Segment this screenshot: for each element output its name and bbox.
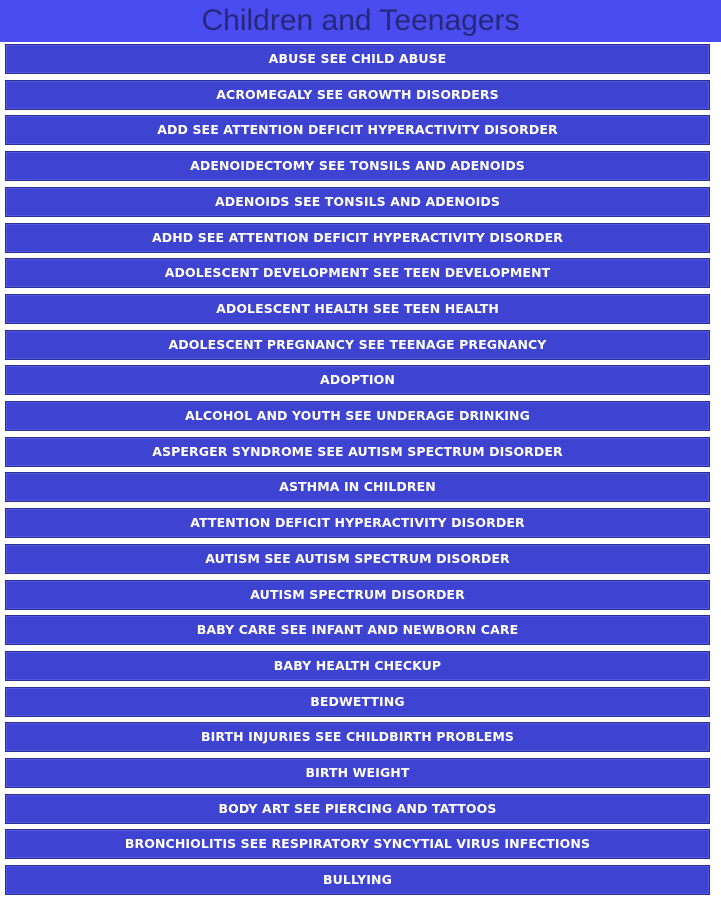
topic-button[interactable]: BIRTH INJURIES SEE CHILDBIRTH PROBLEMS [5, 722, 710, 752]
topic-button[interactable]: ADHD SEE ATTENTION DEFICIT HYPERACTIVITY DISORDER [5, 223, 710, 253]
topic-button[interactable]: ADOLESCENT PREGNANCY SEE TEENAGE PREGNANCY [5, 330, 710, 360]
topic-button[interactable]: AUTISM SEE AUTISM SPECTRUM DISORDER [5, 544, 710, 574]
topic-button[interactable]: ASPERGER SYNDROME SEE AUTISM SPECTRUM DISORDER [5, 437, 710, 467]
topic-button[interactable]: ADOPTION [5, 365, 710, 395]
page-title: Children and Teenagers [0, 0, 721, 42]
topic-button[interactable]: BABY HEALTH CHECKUP [5, 651, 710, 681]
topic-button[interactable]: BRONCHIOLITIS SEE RESPIRATORY SYNCYTIAL VIRUS INFECTIONS [5, 829, 710, 859]
topic-button[interactable]: ADENOIDECTOMY SEE TONSILS AND ADENOIDS [5, 151, 710, 181]
topic-button[interactable]: BEDWETTING [5, 687, 710, 717]
topic-button[interactable]: ALCOHOL AND YOUTH SEE UNDERAGE DRINKING [5, 401, 710, 431]
topic-button[interactable]: AUTISM SPECTRUM DISORDER [5, 580, 710, 610]
topic-button[interactable]: BULLYING [5, 865, 710, 895]
topic-button[interactable]: ADD SEE ATTENTION DEFICIT HYPERACTIVITY DISORDER [5, 115, 710, 145]
topic-button[interactable]: BABY CARE SEE INFANT AND NEWBORN CARE [5, 615, 710, 645]
topic-button[interactable]: ADOLESCENT DEVELOPMENT SEE TEEN DEVELOPMENT [5, 258, 710, 288]
topic-button[interactable]: ACROMEGALY SEE GROWTH DISORDERS [5, 80, 710, 110]
topic-button[interactable]: ABUSE SEE CHILD ABUSE [5, 44, 710, 74]
topic-button[interactable]: ADOLESCENT HEALTH SEE TEEN HEALTH [5, 294, 710, 324]
topic-button[interactable]: ASTHMA IN CHILDREN [5, 472, 710, 502]
topic-button[interactable]: ATTENTION DEFICIT HYPERACTIVITY DISORDER [5, 508, 710, 538]
topic-button[interactable]: BODY ART SEE PIERCING AND TATTOOS [5, 794, 710, 824]
topic-list [0, 42, 721, 900]
topic-button[interactable]: ADENOIDS SEE TONSILS AND ADENOIDS [5, 187, 710, 217]
topic-button[interactable]: BIRTH WEIGHT [5, 758, 710, 788]
